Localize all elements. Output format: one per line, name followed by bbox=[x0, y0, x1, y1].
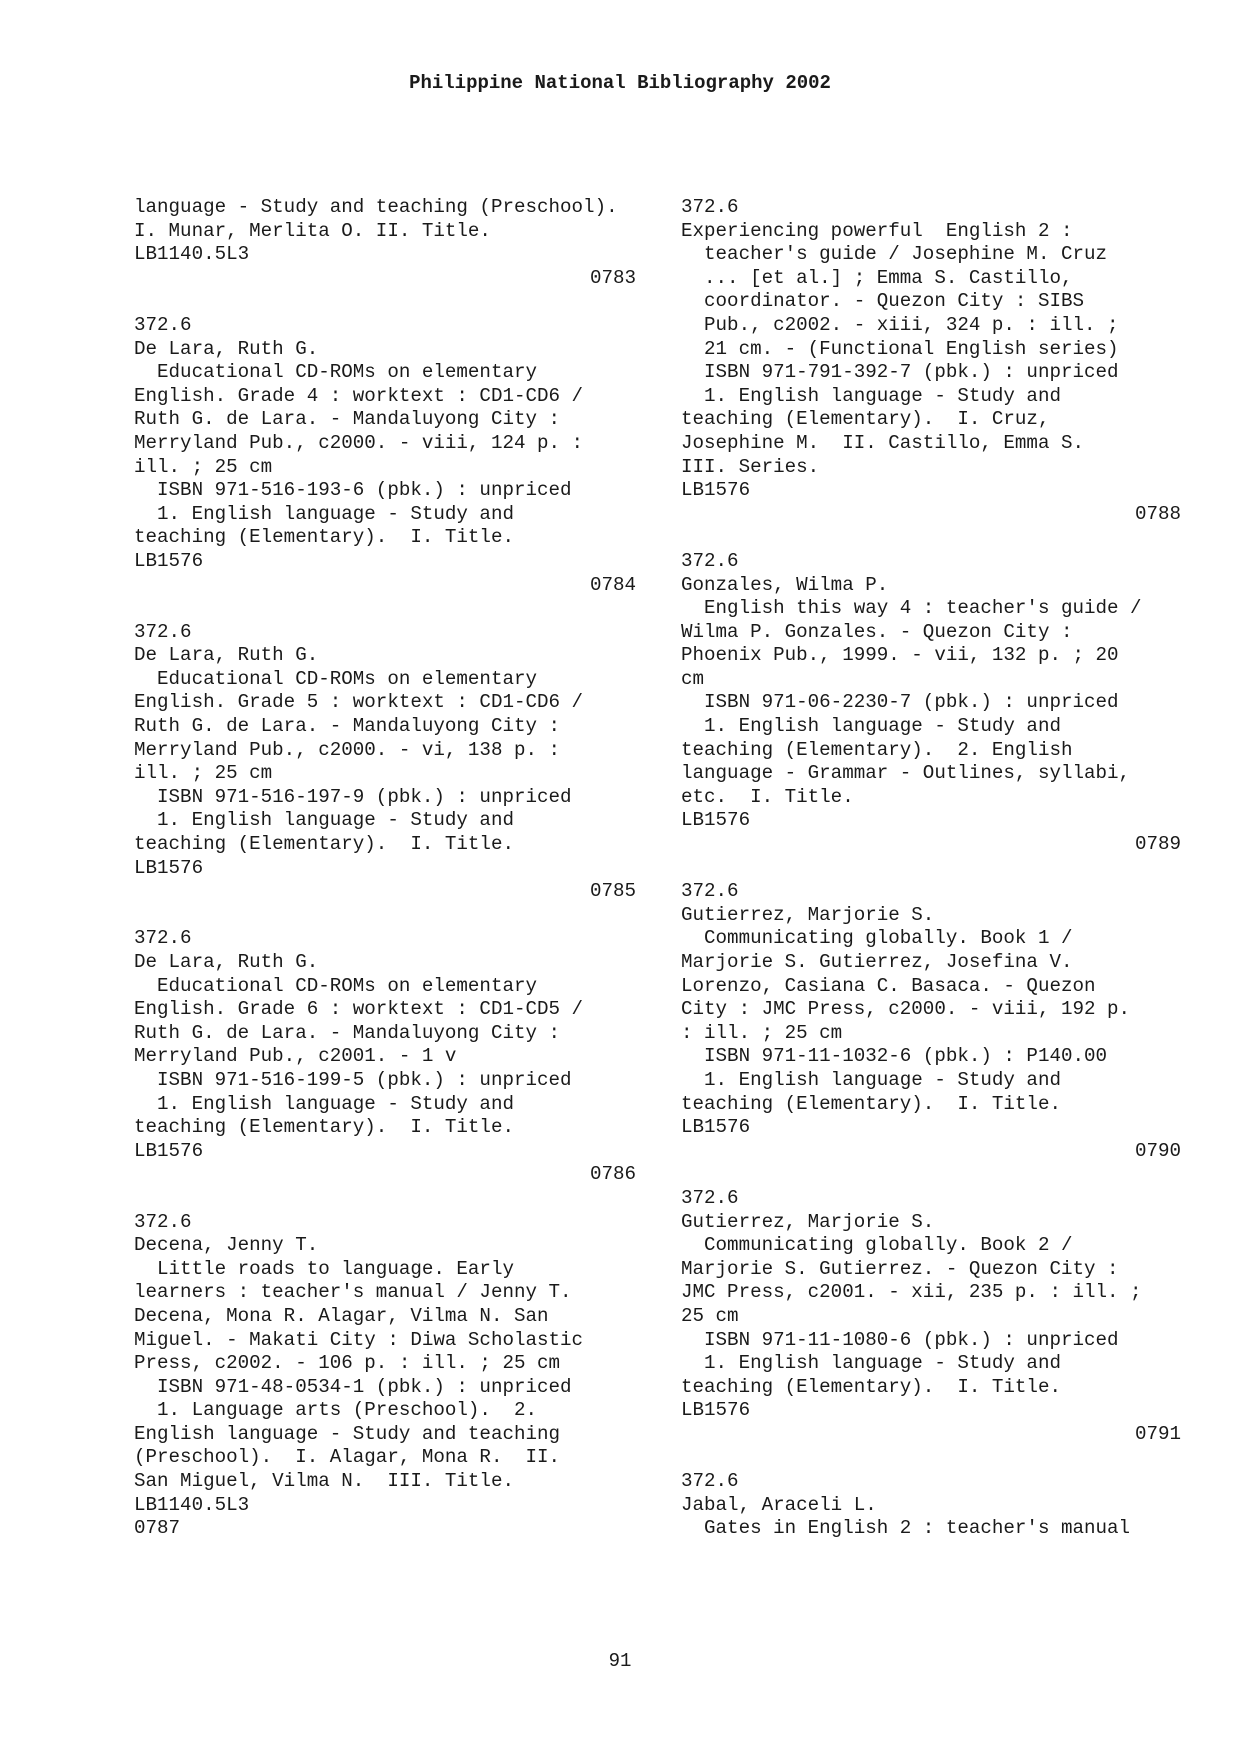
bibliography-line: 372.6 bbox=[681, 1186, 739, 1209]
bibliography-line: Wilma P. Gonzales. - Quezon City : bbox=[681, 620, 1073, 643]
bibliography-line: Little roads to language. Early bbox=[134, 1257, 514, 1280]
entry-number: 0789 bbox=[1134, 833, 1181, 856]
bibliography-line: teacher's guide / Josephine M. Cruz bbox=[681, 243, 1108, 266]
entry-gap bbox=[134, 1187, 636, 1211]
bibliography-line: 372.6 bbox=[134, 313, 192, 336]
bibliography-line: JMC Press, c2001. - xii, 235 p. : ill. ; bbox=[681, 1281, 1142, 1304]
bibliography-line: Pub., c2002. - xiii, 324 p. : ill. ; bbox=[681, 313, 1119, 336]
entry-gap bbox=[134, 597, 636, 621]
bibliography-line: teaching (Elementary). I. Cruz, bbox=[681, 408, 1050, 431]
bibliography-line: LB1140.5L3 bbox=[134, 1493, 250, 1516]
bibliography-line: 1. Language arts (Preschool). 2. bbox=[134, 1399, 538, 1422]
entry-number: 0786 bbox=[589, 1163, 636, 1186]
bibliography-line: ISBN 971-791-392-7 (pbk.) : unpriced bbox=[681, 361, 1119, 384]
bibliography-line: 0787 bbox=[134, 1517, 181, 1540]
bibliography-line: English. Grade 6 : worktext : CD1-CD5 / bbox=[134, 998, 584, 1021]
bibliography-line: Gonzales, Wilma P. bbox=[681, 573, 889, 596]
page-title: Philippine National Bibliography 2002 bbox=[409, 72, 831, 94]
bibliography-line: Experiencing powerful English 2 : bbox=[681, 219, 1073, 242]
bibliography-line: III. Series. bbox=[681, 455, 820, 478]
bibliography-line: LB1140.5L3 bbox=[134, 243, 250, 266]
entry-number: 0791 bbox=[1134, 1422, 1181, 1445]
bibliography-line: 372.6 bbox=[134, 927, 192, 950]
bibliography-line: (Preschool). I. Alagar, Mona R. II. bbox=[134, 1446, 561, 1469]
bibliography-line: I. Munar, Merlita O. II. Title. bbox=[134, 219, 491, 242]
bibliography-line: Marjorie S. Gutierrez. - Quezon City : bbox=[681, 1257, 1119, 1280]
bibliography-line: 372.6 bbox=[681, 1470, 739, 1493]
entry-number: 0785 bbox=[589, 880, 636, 903]
bibliography-line: Educational CD-ROMs on elementary bbox=[134, 361, 538, 384]
bibliography-line: 21 cm. - (Functional English series) bbox=[681, 337, 1119, 360]
bibliography-line: Merryland Pub., c2000. - vi, 138 p. : bbox=[134, 738, 561, 761]
entry-gap bbox=[681, 1446, 1181, 1470]
bibliography-line: ill. ; 25 cm bbox=[134, 455, 273, 478]
bibliography-line: teaching (Elementary). 2. English bbox=[681, 738, 1073, 761]
bibliography-line: Lorenzo, Casiana C. Basaca. - Quezon bbox=[681, 974, 1096, 997]
bibliography-line: ill. ; 25 cm bbox=[134, 762, 273, 785]
bibliography-line: LB1576 bbox=[681, 479, 751, 502]
bibliography-line: Gutierrez, Marjorie S. bbox=[681, 903, 935, 926]
bibliography-line: LB1576 bbox=[681, 809, 751, 832]
bibliography-line: De Lara, Ruth G. bbox=[134, 951, 319, 973]
bibliography-line: English language - Study and teaching bbox=[134, 1422, 561, 1445]
bibliography-line: Gutierrez, Marjorie S. bbox=[681, 1210, 935, 1233]
bibliography-line: ISBN 971-516-199-5 (pbk.) : unpriced bbox=[134, 1068, 572, 1091]
bibliography-line: Marjorie S. Gutierrez, Josefina V. bbox=[681, 951, 1073, 973]
bibliography-line: LB1576 bbox=[134, 856, 204, 879]
bibliography-line: Merryland Pub., c2001. - 1 v bbox=[134, 1045, 457, 1068]
bibliography-line: 1. English language - Study and bbox=[681, 1068, 1061, 1091]
entry-gap bbox=[681, 1163, 1181, 1187]
bibliography-line: English. Grade 5 : worktext : CD1-CD6 / bbox=[134, 691, 584, 714]
bibliography-line: 1. English language - Study and bbox=[681, 1352, 1061, 1375]
entry-gap bbox=[681, 857, 1181, 881]
entry-number: 0790 bbox=[1134, 1139, 1181, 1162]
bibliography-line: Gates in English 2 : teacher's manual bbox=[681, 1517, 1131, 1540]
entry-gap bbox=[681, 526, 1181, 550]
bibliography-line: etc. I. Title. bbox=[681, 785, 854, 808]
entry-number: 0783 bbox=[589, 266, 636, 289]
bibliography-line: ISBN 971-516-193-6 (pbk.) : unpriced bbox=[134, 479, 572, 502]
bibliography-line: language - Grammar - Outlines, syllabi, bbox=[681, 762, 1131, 785]
bibliography-line: 1. English language - Study and bbox=[134, 809, 514, 832]
bibliography-line: Decena, Jenny T. bbox=[134, 1234, 319, 1257]
bibliography-line: Miguel. - Makati City : Diwa Scholastic bbox=[134, 1328, 584, 1351]
bibliography-line: ISBN 971-48-0534-1 (pbk.) : unpriced bbox=[134, 1375, 572, 1398]
bibliography-line: 372.6 bbox=[681, 196, 739, 218]
bibliography-line: English this way 4 : teacher's guide / bbox=[681, 597, 1142, 620]
bibliography-line: Ruth G. de Lara. - Mandaluyong City : bbox=[134, 1021, 561, 1044]
bibliography-line: City : JMC Press, c2000. - viii, 192 p. bbox=[681, 998, 1131, 1021]
entry-gap bbox=[134, 290, 636, 314]
bibliography-line: teaching (Elementary). I. Title. bbox=[681, 1092, 1061, 1115]
bibliography-line: San Miguel, Vilma N. III. Title. bbox=[134, 1470, 514, 1493]
bibliography-line: ISBN 971-516-197-9 (pbk.) : unpriced bbox=[134, 785, 572, 808]
bibliography-line: 372.6 bbox=[681, 880, 739, 903]
bibliography-line: 1. English language - Study and bbox=[134, 502, 514, 525]
bibliography-line: Communicating globally. Book 2 / bbox=[681, 1234, 1073, 1257]
bibliography-line: LB1576 bbox=[134, 549, 204, 572]
bibliography-line: 25 cm bbox=[681, 1304, 739, 1327]
bibliography-line: 372.6 bbox=[134, 1210, 192, 1233]
bibliography-line: Communicating globally. Book 1 / bbox=[681, 927, 1073, 950]
bibliography-line: 372.6 bbox=[134, 620, 192, 643]
bibliography-line: LB1576 bbox=[134, 1139, 204, 1162]
bibliography-line: Press, c2002. - 106 p. : ill. ; 25 cm bbox=[134, 1352, 561, 1375]
bibliography-line: teaching (Elementary). I. Title. bbox=[681, 1375, 1061, 1398]
bibliography-line: 372.6 bbox=[681, 549, 739, 572]
bibliography-line: 1. English language - Study and bbox=[681, 715, 1061, 738]
bibliography-line: teaching (Elementary). I. Title. bbox=[134, 1116, 514, 1139]
bibliography-line: learners : teacher's manual / Jenny T. bbox=[134, 1281, 572, 1304]
bibliography-line: ... [et al.] ; Emma S. Castillo, bbox=[681, 266, 1073, 289]
bibliography-line: LB1576 bbox=[681, 1116, 751, 1139]
bibliography-line: LB1576 bbox=[681, 1399, 751, 1422]
page-number: 91 bbox=[608, 1650, 632, 1672]
left-column bbox=[134, 196, 636, 1541]
bibliography-line: Decena, Mona R. Alagar, Vilma N. San bbox=[134, 1304, 549, 1327]
bibliography-line: cm bbox=[681, 667, 705, 690]
bibliography-line: ISBN 971-06-2230-7 (pbk.) : unpriced bbox=[681, 691, 1119, 714]
bibliography-line: ISBN 971-11-1032-6 (pbk.) : P140.00 bbox=[681, 1045, 1108, 1068]
bibliography-line: teaching (Elementary). I. Title. bbox=[134, 526, 514, 549]
bibliography-line: Josephine M. II. Castillo, Emma S. bbox=[681, 431, 1085, 454]
bibliography-line: language - Study and teaching (Preschool). bbox=[134, 196, 618, 218]
bibliography-line: English. Grade 4 : worktext : CD1-CD6 / bbox=[134, 384, 584, 407]
bibliography-line: De Lara, Ruth G. bbox=[134, 644, 319, 667]
entry-number: 0784 bbox=[589, 573, 636, 596]
bibliography-line: Phoenix Pub., 1999. - vii, 132 p. ; 20 bbox=[681, 644, 1119, 667]
bibliography-line: teaching (Elementary). I. Title. bbox=[134, 833, 514, 856]
entry-number: 0788 bbox=[1134, 502, 1181, 525]
bibliography-line: Ruth G. de Lara. - Mandaluyong City : bbox=[134, 408, 561, 431]
entry-gap bbox=[134, 904, 636, 928]
right-column bbox=[681, 196, 1181, 1541]
bibliography-line: Ruth G. de Lara. - Mandaluyong City : bbox=[134, 715, 561, 738]
bibliography-line: Educational CD-ROMs on elementary bbox=[134, 667, 538, 690]
bibliography-line: 1. English language - Study and bbox=[681, 384, 1061, 407]
bibliography-line: Educational CD-ROMs on elementary bbox=[134, 974, 538, 997]
bibliography-line: De Lara, Ruth G. bbox=[134, 337, 319, 360]
bibliography-line: Merryland Pub., c2000. - viii, 124 p. : bbox=[134, 431, 584, 454]
bibliography-line: ISBN 971-11-1080-6 (pbk.) : unpriced bbox=[681, 1328, 1119, 1351]
bibliography-line: : ill. ; 25 cm bbox=[681, 1021, 843, 1044]
bibliography-line: 1. English language - Study and bbox=[134, 1092, 514, 1115]
bibliography-line: Jabal, Araceli L. bbox=[681, 1493, 877, 1516]
bibliography-line: coordinator. - Quezon City : SIBS bbox=[681, 290, 1085, 313]
